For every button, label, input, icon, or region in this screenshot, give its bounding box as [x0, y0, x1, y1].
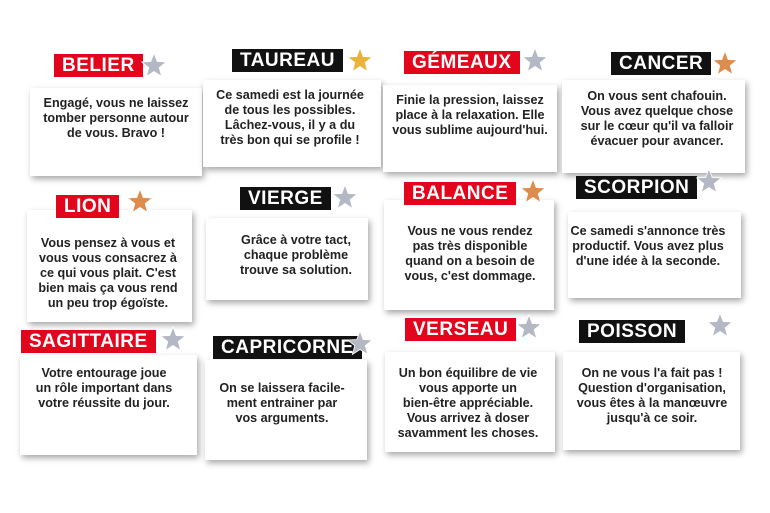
- sign-text-vierge: [206, 233, 386, 278]
- silver-star-icon: [515, 314, 543, 342]
- sign-text-line: votre réussite du jour.: [38, 396, 170, 410]
- sign-text-line: On vous sent chafouin.: [587, 89, 727, 103]
- sign-text-line: bien-être appréciable.: [402, 396, 534, 410]
- sign-text-line: savamment les choses.: [397, 426, 539, 440]
- bronze-star-icon: [519, 178, 547, 206]
- bronze-star-icon: [126, 188, 154, 216]
- silver-star-icon: [706, 312, 734, 340]
- sign-title-taureau: TAUREAU: [232, 49, 343, 72]
- sign-text-line: Ce samedi s'annonce très: [570, 224, 726, 238]
- sign-text-line: Votre entourage joue: [41, 366, 167, 380]
- sign-text-line: très bon qui se profile !: [220, 133, 360, 147]
- silver-star-icon: [695, 168, 723, 196]
- silver-star-icon: [331, 184, 359, 212]
- sign-text-line: Finie la pression, laissez: [396, 93, 544, 107]
- sign-text-line: Grâce à votre tact,: [241, 233, 351, 247]
- sign-text-line: On se laissera facile-: [219, 381, 345, 395]
- sign-text-line: de tous les possibles.: [224, 103, 356, 117]
- sign-text-line: vous vous consacrez à: [39, 251, 177, 265]
- sign-text-line: chaque problème: [243, 248, 349, 262]
- sign-text-taureau: [200, 88, 380, 148]
- sign-text-line: évacuer pour avancer.: [590, 134, 724, 148]
- sign-text-line: Question d'organisation,: [578, 381, 726, 395]
- sign-title-lion: LION: [56, 195, 119, 218]
- sign-text-line: productif. Vous avez plus: [572, 239, 724, 253]
- sign-text-belier: [26, 96, 206, 141]
- sign-title-vierge: VIERGE: [240, 187, 331, 210]
- sign-text-line: Vous avez quelque chose: [580, 104, 734, 118]
- sign-title-belier: BELIER: [54, 54, 143, 77]
- sign-text-line: d'une idée à la seconde.: [575, 254, 721, 268]
- sign-text-line: ment entrainer par: [226, 396, 338, 410]
- sign-text-line: bien mais ça vous rend: [38, 281, 178, 295]
- sign-text-line: ce qui vous plait. C'est: [40, 266, 176, 280]
- sign-text-cancer: [567, 89, 747, 149]
- sign-text-poisson: [562, 366, 742, 426]
- sign-text-line: Vous arrivez à doser: [406, 411, 530, 425]
- sign-text-line: vous apporte un: [419, 381, 517, 395]
- sign-text-line: Ce samedi est la journée: [216, 88, 364, 102]
- sign-text-line: Vous pensez à vous et: [40, 236, 176, 250]
- sign-text-line: vous sublime aujourd'hui.: [392, 123, 548, 137]
- sign-text-line: Engagé, vous ne laissez: [43, 96, 189, 110]
- sign-text-lion: [18, 236, 198, 311]
- sign-text-line: Un bon équilibre de vie: [398, 366, 538, 380]
- sign-text-line: sur le cœur qu'il va falloir: [580, 119, 734, 133]
- sign-title-verseau: VERSEAU: [405, 318, 516, 341]
- sign-text-line: de vous. Bravo !: [67, 126, 165, 140]
- sign-title-gemeaux: GÉMEAUX: [404, 51, 520, 74]
- sign-text-line: tomber personne autour: [43, 111, 189, 125]
- sign-text-sagittaire: [14, 366, 194, 411]
- sign-text-line: quand on a besoin de: [405, 254, 535, 268]
- sign-text-line: pas très disponible: [412, 239, 528, 253]
- bronze-star-icon: [711, 50, 739, 78]
- sign-title-scorpion: SCORPION: [576, 176, 697, 199]
- sign-text-line: Lâchez-vous, il y a du: [224, 118, 356, 132]
- sign-title-sagittaire: SAGITTAIRE: [21, 330, 156, 353]
- sign-text-gemeaux: [380, 93, 560, 138]
- sign-title-cancer: CANCER: [611, 52, 711, 75]
- sign-text-scorpion: [558, 224, 738, 269]
- sign-text-line: place à la relaxation. Elle: [395, 108, 545, 122]
- sign-text-capricorne: [192, 381, 372, 426]
- sign-text-line: un peu trop égoïste.: [47, 296, 169, 310]
- silver-star-icon: [521, 47, 549, 75]
- sign-text-line: On ne vous l'a fait pas !: [581, 366, 723, 380]
- sign-text-line: vos arguments.: [235, 411, 329, 425]
- gold-star-icon: [346, 47, 374, 75]
- sign-text-line: jusqu'à ce soir.: [606, 411, 698, 425]
- sign-text-line: trouve sa solution.: [240, 263, 352, 277]
- sign-title-capricorne: CAPRICORNE: [213, 336, 362, 359]
- sign-text-line: Vous ne vous rendez: [407, 224, 533, 238]
- sign-text-verseau: [378, 366, 558, 441]
- sign-text-line: un rôle important dans: [35, 381, 173, 395]
- silver-star-icon: [159, 326, 187, 354]
- silver-star-icon: [346, 330, 374, 358]
- sign-text-line: vous êtes à la manœuvre: [576, 396, 728, 410]
- sign-text-line: vous, c'est dommage.: [404, 269, 536, 283]
- sign-text-balance: [380, 224, 560, 284]
- sign-title-poisson: POISSON: [579, 320, 685, 343]
- sign-title-balance: BALANCE: [404, 182, 516, 205]
- silver-star-icon: [140, 52, 168, 80]
